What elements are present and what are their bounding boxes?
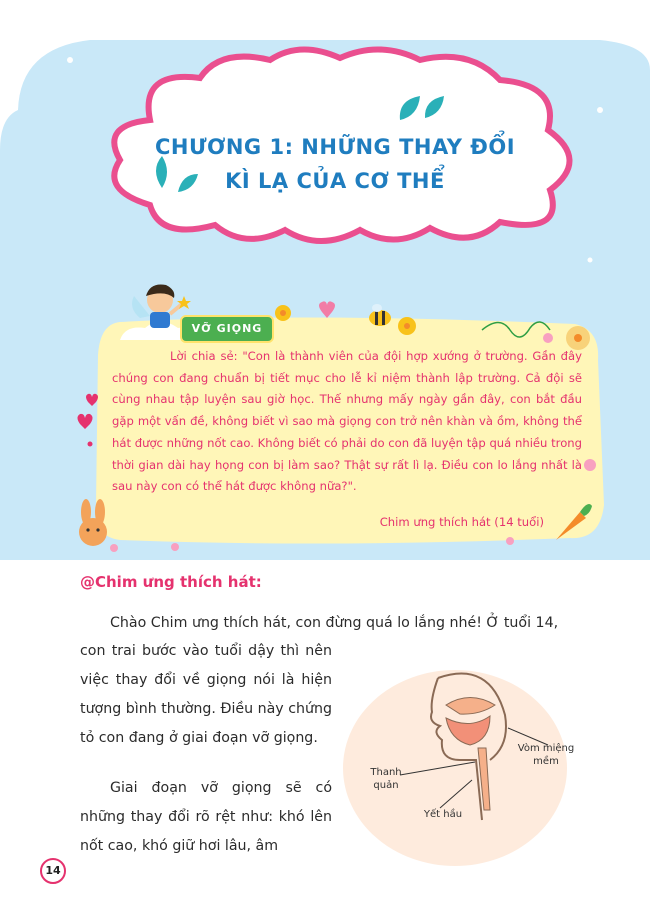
reply-heading: @Chim ưng thích hát: (80, 573, 262, 591)
chapter-title-line2: KÌ LẠ CỦA CƠ THỂ (225, 169, 445, 193)
reader-letter (112, 346, 582, 498)
label-soft-palate: Vòm miệng mềm (517, 743, 575, 767)
reply-paragraph-3: Giai đoạn vỡ giọng sẽ có những thay đổi rõ rệt như: khó lên nốt cao, khó giữ hơi lâu, âm (80, 780, 332, 854)
chapter-title (140, 130, 530, 198)
reply-paragraph-2: con trai bước vào tuổi dậy thì nên việc thay đổi về giọng nói là hiện tượng bình thường. Điều này chứng tỏ con đang ở giai đoạn vỡ giọng. (80, 643, 332, 746)
topic-badge: VỠ GIỌNG (180, 315, 274, 343)
chapter-title-line1: CHƯƠNG 1: NHỮNG THAY ĐỔI (154, 135, 516, 159)
reply-intro: Chào Chim ưng thích hát, con đừng quá lo lắng nhé! Ở tuổi 14, (110, 615, 559, 631)
page-number: 14 (40, 858, 66, 884)
letter-signature: Chim ưng thích hát (14 tuổi) (379, 515, 544, 529)
label-larynx: Thanh quản (370, 767, 402, 791)
reader-letter-text: Lời chia sẻ: "Con là thành viên của đội hợp xướng ở trường. Gần đây chúng con đang chuẩn bị tiết mục cho lễ kỉ niệm thành lập trường. Cả đội sẽ cùng nhau tập luyện sau giờ học. Thế nhưng mấy ngày gần đây, con bắt đầu gặp một vấn đề, không biết vì sao mà giọng con trở nên khàn và ồm, không thể hát được những nốt cao. Không biết có phải do con đã luyện tập quá nhiều trong thời gian dài hay họng con bị làm sao? Thật sự rất lì lạ. Điều con lo lắng nhất là sau này con có thể hát được không nữa?". (112, 349, 582, 494)
label-pharynx: Yết hầu (423, 809, 463, 820)
